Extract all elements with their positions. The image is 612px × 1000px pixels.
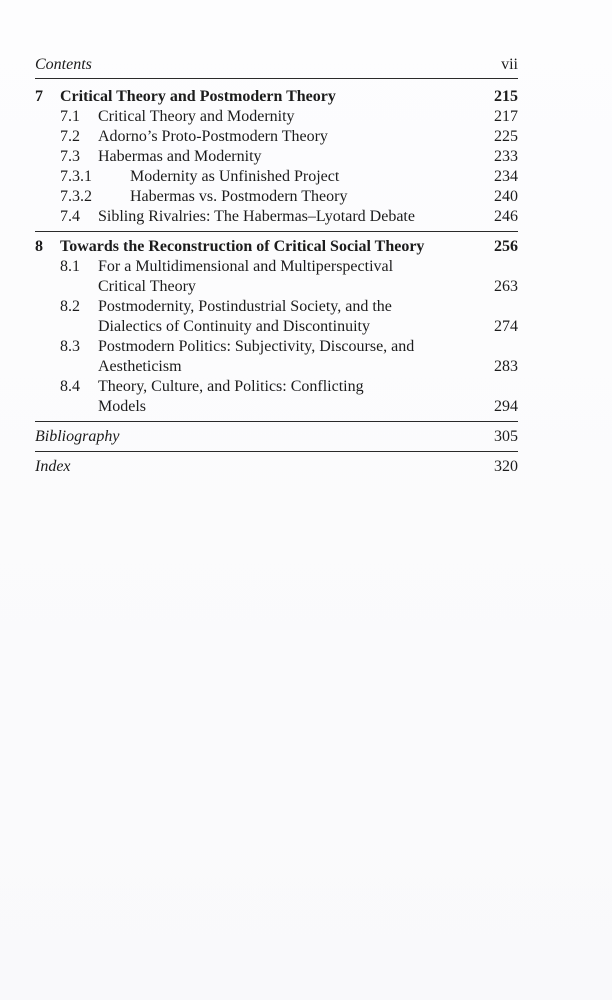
section-number: 7.1 — [60, 108, 80, 125]
section-title: Critical Theory and Modernity — [98, 108, 295, 125]
page-number: 256 — [494, 238, 518, 255]
section-divider — [35, 421, 518, 422]
toc-section-8-2-cont — [0, 317, 612, 337]
toc-section-7-3 — [0, 147, 612, 167]
page-number: 217 — [494, 108, 518, 125]
page-number: 283 — [494, 358, 518, 375]
section-divider — [35, 451, 518, 452]
subsection-number: 7.3.2 — [60, 188, 92, 205]
chapter-title: Towards the Reconstruction of Critical Social Theory — [60, 238, 425, 255]
section-number: 7.2 — [60, 128, 80, 145]
toc-bibliography — [0, 427, 612, 447]
chapter-number: 8 — [35, 238, 43, 255]
toc-subsection-7-3-1 — [0, 167, 612, 187]
section-number: 7.3 — [60, 148, 80, 165]
back-matter-title: Index — [35, 458, 71, 475]
toc-section-8-2 — [0, 297, 612, 317]
toc-section-7-4 — [0, 207, 612, 227]
toc-index — [0, 457, 612, 477]
page-number: 225 — [494, 128, 518, 145]
chapter-divider — [35, 231, 518, 232]
section-title: Habermas and Modernity — [98, 148, 262, 165]
page-number: 233 — [494, 148, 518, 165]
subsection-number: 7.3.1 — [60, 168, 92, 185]
running-header-page-number: vii — [501, 56, 518, 73]
running-header — [35, 56, 518, 79]
toc-section-8-3 — [0, 337, 612, 357]
toc-chapter-7 — [0, 87, 612, 107]
toc-section-8-1-cont — [0, 277, 612, 297]
subsection-title: Modernity as Unfinished Project — [130, 168, 340, 185]
section-number: 8.2 — [60, 298, 80, 315]
page-number: 240 — [494, 188, 518, 205]
page-number: 274 — [494, 318, 518, 335]
section-number: 8.1 — [60, 258, 80, 275]
page-number: 234 — [494, 168, 518, 185]
section-number: 7.4 — [60, 208, 80, 225]
section-title: For a Multidimensional and Multiperspectival — [98, 258, 394, 275]
toc-section-8-4 — [0, 377, 612, 397]
section-number: 8.4 — [60, 378, 80, 395]
page-number: 320 — [494, 458, 518, 475]
section-number: 8.3 — [60, 338, 80, 355]
toc-section-8-1 — [0, 257, 612, 277]
page-number: 246 — [494, 208, 518, 225]
toc-section-7-2 — [0, 127, 612, 147]
page-number: 215 — [494, 88, 518, 105]
section-title: Theory, Culture, and Politics: Conflicting — [98, 378, 364, 395]
section-title: Sibling Rivalries: The Habermas–Lyotard Debate — [98, 208, 415, 225]
chapter-number: 7 — [35, 88, 43, 105]
page-number: 305 — [494, 428, 518, 445]
section-title: Postmodern Politics: Subjectivity, Discourse, and — [98, 338, 415, 355]
toc-section-8-3-cont — [0, 357, 612, 377]
section-title-continued: Dialectics of Continuity and Discontinuity — [98, 318, 370, 335]
toc-chapter-8 — [0, 237, 612, 257]
toc-section-8-4-cont — [0, 397, 612, 417]
toc-subsection-7-3-2 — [0, 187, 612, 207]
subsection-title: Habermas vs. Postmodern Theory — [130, 188, 348, 205]
back-matter-title: Bibliography — [35, 428, 120, 445]
running-header-title: Contents — [35, 56, 92, 73]
section-title: Adorno’s Proto-Postmodern Theory — [98, 128, 328, 145]
chapter-title: Critical Theory and Postmodern Theory — [60, 88, 336, 105]
page-number: 294 — [494, 398, 518, 415]
section-title: Postmodernity, Postindustrial Society, and the — [98, 298, 392, 315]
section-title-continued: Models — [98, 398, 146, 415]
toc-section-7-1 — [0, 107, 612, 127]
section-title-continued: Aestheticism — [98, 358, 182, 375]
section-title-continued: Critical Theory — [98, 278, 196, 295]
page-number: 263 — [494, 278, 518, 295]
